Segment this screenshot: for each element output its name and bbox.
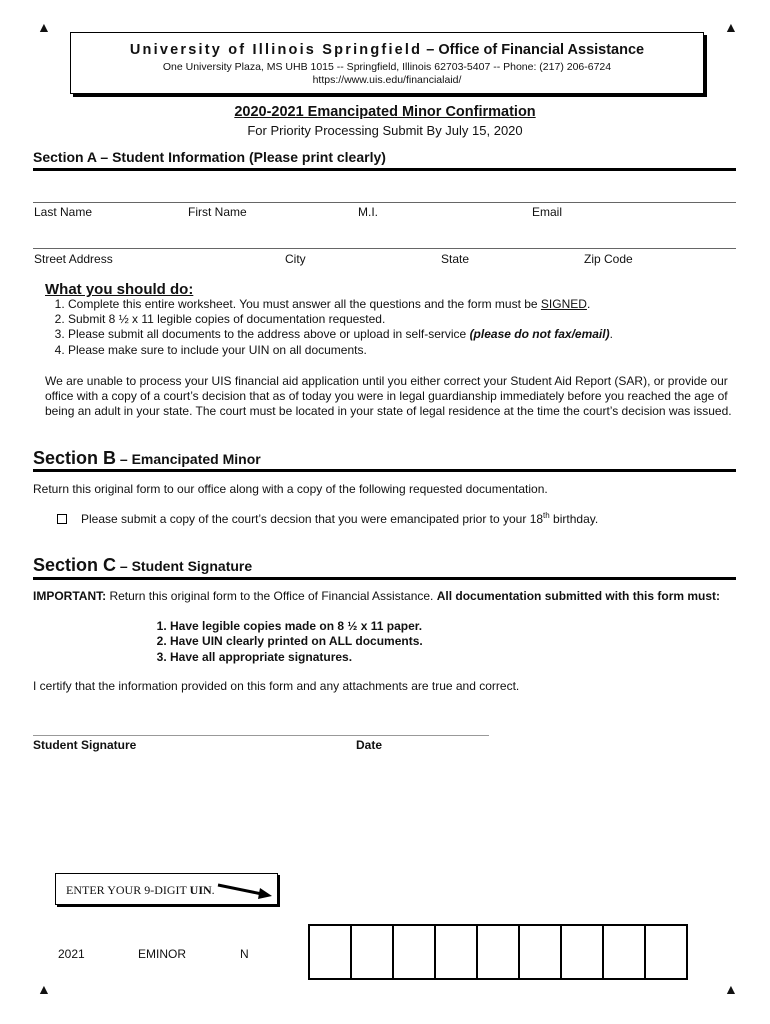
zip-code-label: Zip Code [584, 252, 633, 266]
mi-label: M.I. [358, 205, 378, 219]
section-b-heading: Section B – Emancipated Minor [33, 448, 261, 468]
uin-digit-box[interactable] [560, 924, 604, 980]
section-b-intro: Return this original form to our office along with a copy of the following requested documentation. [33, 482, 548, 496]
section-b-rule [33, 469, 736, 472]
email-label: Email [532, 205, 563, 219]
state-label: State [441, 252, 470, 266]
corner-marker-bottom-left: ▲ [37, 981, 51, 997]
section-a-rule [33, 168, 736, 171]
signature-line[interactable] [33, 735, 489, 736]
corner-marker-top-right: ▲ [724, 19, 738, 35]
uin-digit-box[interactable] [350, 924, 394, 980]
uin-digit-box[interactable] [392, 924, 436, 980]
requirement-item: 1. Have legible copies made on 8 ½ x 11 paper. [170, 619, 423, 634]
university-name: University of Illinois Springfield [129, 42, 423, 58]
field-line-row2[interactable] [33, 248, 736, 249]
requirements-list [152, 619, 423, 665]
letterhead-title [71, 42, 703, 58]
section-c-heading: Section C – Student Signature [33, 555, 253, 575]
instruction-item: 4. Please make sure to include your UIN on all documents. [68, 343, 768, 358]
instruction-item: 2. Submit 8 ½ x 11 legible copies of documentation requested. [68, 312, 768, 327]
corner-marker-top-left: ▲ [37, 19, 51, 35]
sar-paragraph: We are unable to process your UIS financial aid application until you either correct your Student Aid Report (SAR), or provide our office with a copy of a court’s decision that as of today you were in legal guardianship immediately before you reached the age of being an adult in your state. The court must be located in your state of legal residence at the time the court’s decision was issued. [45, 374, 732, 418]
instruction-item: 1. Complete this entire worksheet. You must answer all the questions and the form must be SIGNED. [68, 297, 768, 312]
uin-prompt: ENTER YOUR 9-DIGIT UIN. [66, 883, 215, 897]
letterhead-url[interactable]: https://www.uis.edu/financialaid/ [312, 74, 462, 86]
requirement-item: 2. Have UIN clearly printed on ALL documents. [170, 634, 423, 649]
important-note: IMPORTANT: Return this original form to the Office of Financial Assistance. All documentation submitted with this form must: [33, 589, 721, 603]
first-name-label: First Name [188, 205, 247, 219]
letterhead-box [70, 32, 704, 94]
field-line-row1[interactable] [33, 202, 736, 203]
date-label: Date [356, 738, 383, 752]
uin-digit-box[interactable] [308, 924, 352, 980]
city-label: City [285, 252, 306, 266]
uin-digit-box[interactable] [602, 924, 646, 980]
student-signature-label: Student Signature [33, 738, 137, 752]
uin-digit-box[interactable] [644, 924, 688, 980]
street-address-label: Street Address [34, 252, 113, 266]
form-year: 2021 [58, 947, 85, 961]
arrow-right-icon [216, 881, 272, 901]
court-decision-checkbox[interactable] [57, 514, 67, 524]
section-a-heading: Section A – Student Information (Please print clearly) [33, 149, 386, 165]
form-title: 2020-2021 Emancipated Minor Confirmation [234, 104, 536, 120]
corner-marker-bottom-right: ▲ [724, 981, 738, 997]
section-c-rule [33, 577, 736, 580]
court-decision-item: Please submit a copy of the court’s decsion that you were emancipated prior to your 18th birthday. [57, 511, 598, 526]
uin-digit-box[interactable] [434, 924, 478, 980]
last-name-label: Last Name [34, 205, 93, 219]
form-code: EMINOR [138, 947, 186, 961]
uin-prompt-box [55, 873, 278, 905]
letterhead-address: One University Plaza, MS UHB 1015 -- Springfield, Illinois 62703-5407 -- Phone: (217) 206-6724 [162, 61, 612, 73]
instructions-title: What you should do: [45, 281, 194, 298]
office-name: – Office of Financial Assistance [422, 42, 645, 58]
certification-statement: I certify that the information provided on this form and any attachments are true and correct. [33, 679, 520, 693]
form-flag: N [240, 947, 249, 961]
form-subtitle: For Priority Processing Submit By July 15, 2020 [247, 123, 523, 138]
uin-digit-boxes [308, 924, 686, 980]
instructions-list [45, 297, 768, 358]
requirement-item: 3. Have all appropriate signatures. [170, 650, 423, 665]
instruction-item: 3. Please submit all documents to the address above or upload in self-service (please do not fax/email). [68, 327, 768, 342]
uin-digit-box[interactable] [518, 924, 562, 980]
uin-digit-box[interactable] [476, 924, 520, 980]
